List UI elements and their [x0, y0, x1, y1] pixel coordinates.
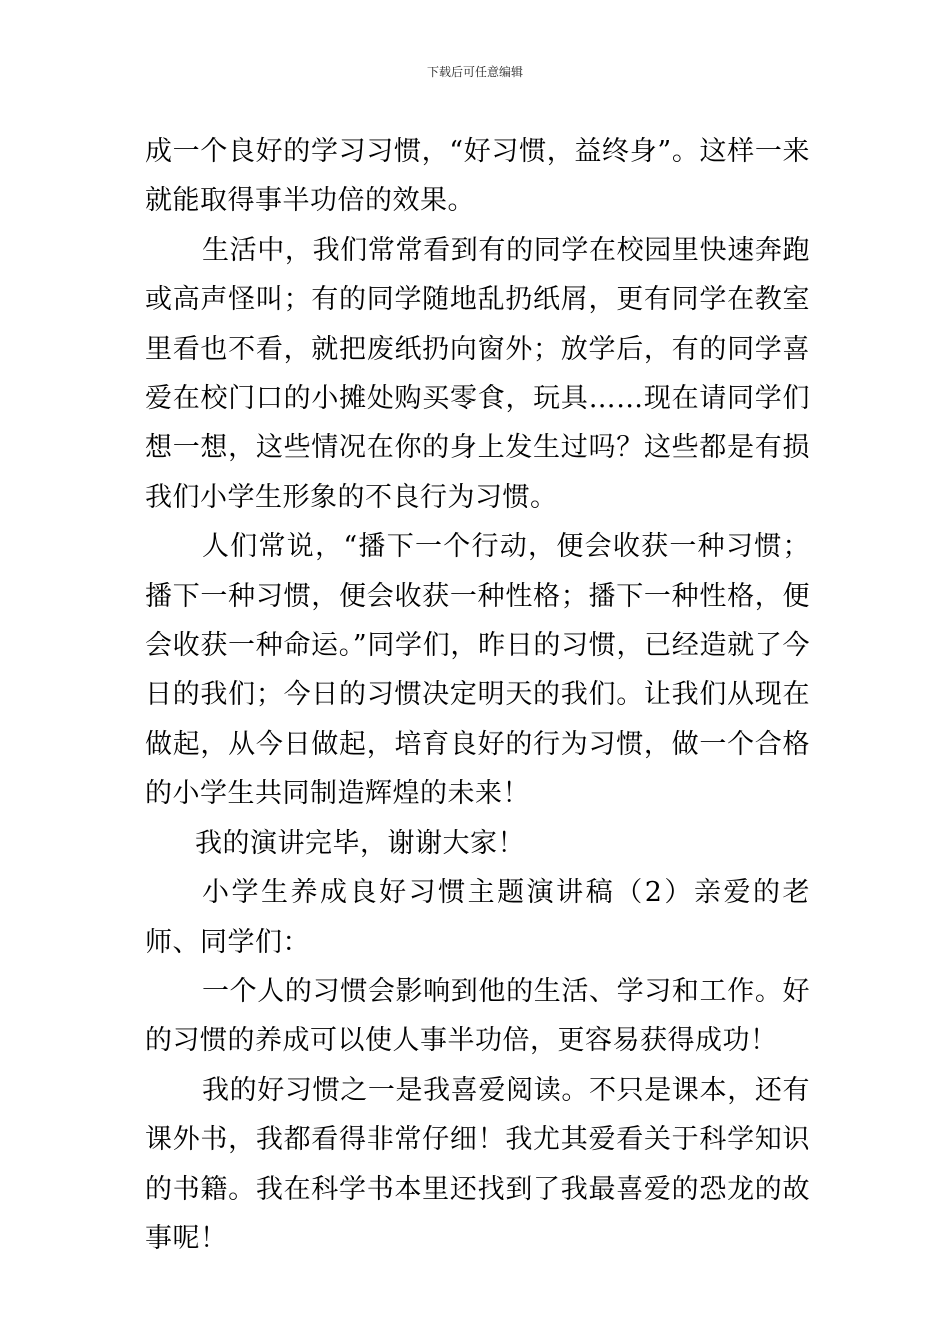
- paragraph-bad-habits: 生活中，我们常常看到有的同学在校园里快速奔跑或高声怪叫；有的同学随地乱扔纸屑，更有同学在教室里看也不看，就把废纸扔向窗外；放学后，有的同学喜爱在校门口的小摊处购买零食，玩具……现在请同学们想一想，这些情况在你的身上发生过吗？这些都是有损我们小学生形象的不良行为习惯。: [145, 234, 810, 513]
- paragraph-reading-habit: 我的好习惯之一是我喜爱阅读。不只是课本，还有课外书，我都看得非常仔细！我尤其爱看关于科学知识的书籍。我在科学书本里还找到了我最喜爱的恐龙的故事呢！: [145, 1074, 810, 1254]
- document-body: [145, 127, 810, 1263]
- paragraph-closing: 我的演讲完毕，谢谢大家！: [195, 827, 525, 859]
- paragraph-saying: 人们常说，“播下一个行动，便会收获一种习惯；播下一种习惯，便会收获一种性格；播下一种性格，便会收获一种命运。”同学们，昨日的习惯，已经造就了今日的我们；今日的习惯决定明天的我们。让我们从现在做起，从今日做起，培育良好的行为习惯，做一个合格的小学生共同制造辉煌的未来！: [145, 531, 810, 810]
- paragraph-habit-influence: 一个人的习惯会影响到他的生活、学习和工作。好的习惯的养成可以使人事半功倍，更容易获得成功！: [145, 975, 810, 1057]
- paragraph-continuation: 成一个良好的学习习惯，“好习惯，益终身”。这样一来就能取得事半功倍的效果。: [145, 136, 810, 217]
- page-header: 下载后可任意编辑: [426, 65, 523, 79]
- paragraph-speech-title: 小学生养成良好习惯主题演讲稿（2）亲爱的老师、同学们：: [145, 877, 810, 958]
